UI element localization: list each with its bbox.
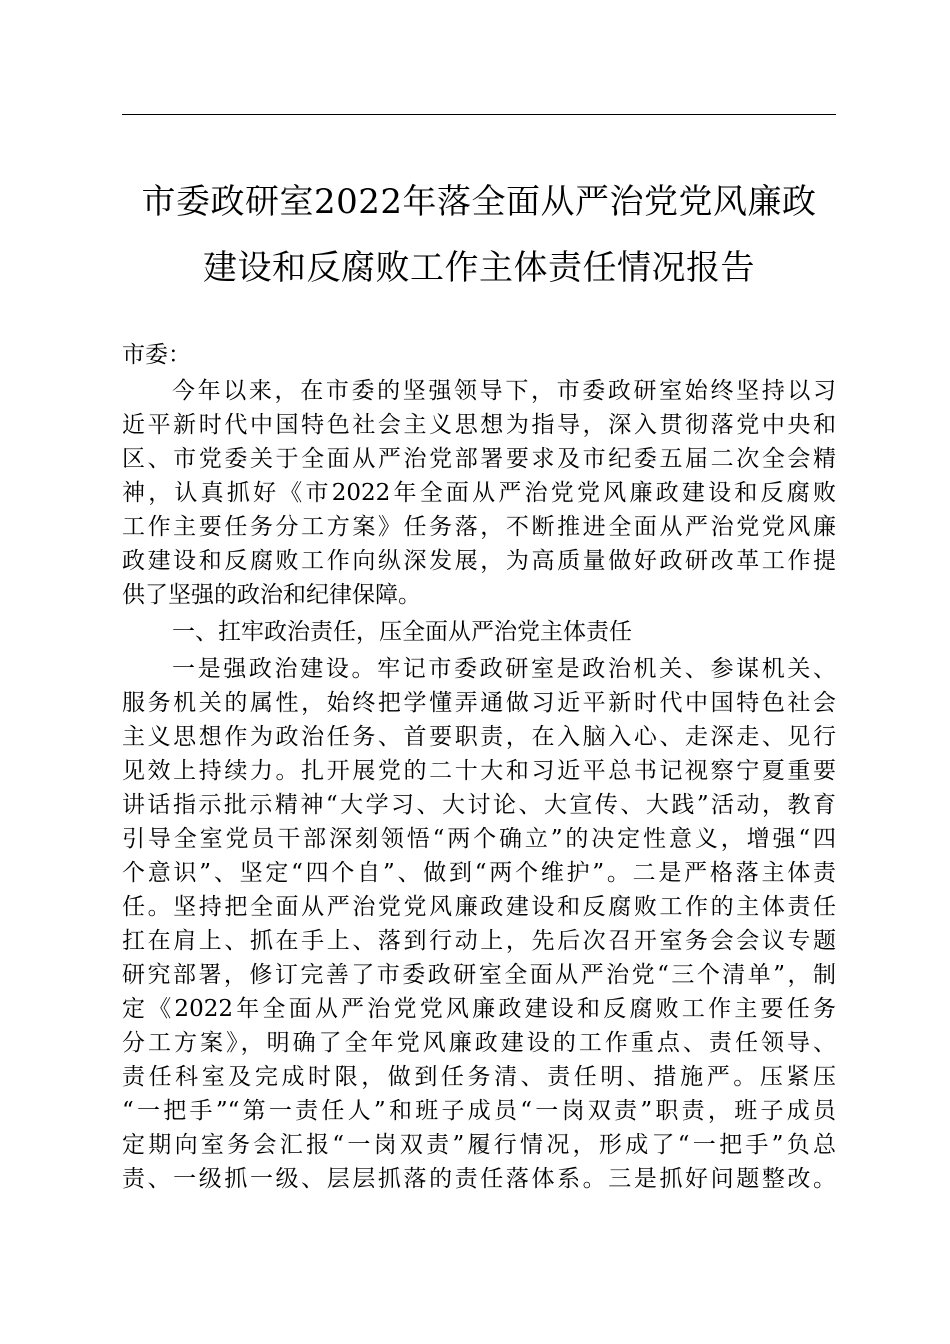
salutation: 市委： — [122, 342, 191, 368]
body-line: 个意识”、坚定“四个自”、做到“两个维护”。二是严格落主体责 — [122, 860, 836, 886]
body-line: 见效上持续力。扎开展党的二十大和习近平总书记视察宁夏重要 — [122, 758, 836, 784]
body-line: 研究部署，修订完善了市委政研室全面从严治党“三个清单”，制 — [122, 962, 836, 988]
body-line: 区、市党委关于全面从严治党部署要求及市纪委五届二次全会精 — [122, 446, 836, 472]
document-title-line-1: 市委政研室2022年落全面从严治党党风廉政 — [141, 182, 817, 222]
header-rule — [122, 114, 836, 115]
body-line: 今年以来，在市委的坚强领导下，市委政研室始终坚持以习 — [172, 378, 836, 404]
body-line: 服务机关的属性，始终把学懂弄通做习近平新时代中国特色社会 — [122, 690, 836, 716]
body-line: 引导全室党员干部深刻领悟“两个确立”的决定性意义，增强“四 — [122, 826, 836, 852]
body-line: 政建设和反腐败工作向纵深发展，为高质量做好政研改革工作提 — [122, 548, 836, 574]
body-line: 任。坚持把全面从严治党党风廉政建设和反腐败工作的主体责任 — [122, 894, 836, 920]
body-line: 一是强政治建设。牢记市委政研室是政治机关、参谋机关、 — [172, 656, 836, 682]
body-line: “一把手”“第一责任人”和班子成员“一岗双责”职责，班子成员 — [122, 1098, 836, 1124]
body-line: 神，认真抓好《市2022年全面从严治党党风廉政建设和反腐败 — [122, 480, 836, 506]
body-line: 分工方案》，明确了全年党风廉政建设的工作重点、责任领导、 — [122, 1030, 836, 1056]
body-line: 工作主要任务分工方案》任务落，不断推进全面从严治党党风廉 — [122, 514, 836, 540]
section-heading-1: 一、扛牢政治责任，压全面从严治党主体责任 — [172, 619, 632, 645]
body-line: 讲话指示批示精神“大学习、大讨论、大宣传、大践”活动，教育 — [122, 792, 836, 818]
body-line: 主义思想作为政治任务、首要职责，在入脑入心、走深走、见行 — [122, 724, 836, 750]
body-line: 责任科室及完成时限，做到任务清、责任明、措施严。压紧压 — [122, 1064, 836, 1090]
body-line: 近平新时代中国特色社会主义思想为指导，深入贯彻落党中央和 — [122, 412, 836, 438]
body-line: 定期向室务会汇报“一岗双责”履行情况，形成了“一把手”负总 — [122, 1132, 836, 1158]
body-line: 扛在肩上、抓在手上、落到行动上，先后次召开室务会会议专题 — [122, 928, 836, 954]
body-line: 供了坚强的政治和纪律保障。 — [122, 582, 421, 608]
body-line: 定《2022年全面从严治党党风廉政建设和反腐败工作主要任务 — [122, 996, 836, 1022]
document-title-line-2: 建设和反腐败工作主体责任情况报告 — [203, 248, 755, 288]
body-line: 责、一级抓一级、层层抓落的责任落体系。三是抓好问题整改。 — [122, 1166, 836, 1192]
